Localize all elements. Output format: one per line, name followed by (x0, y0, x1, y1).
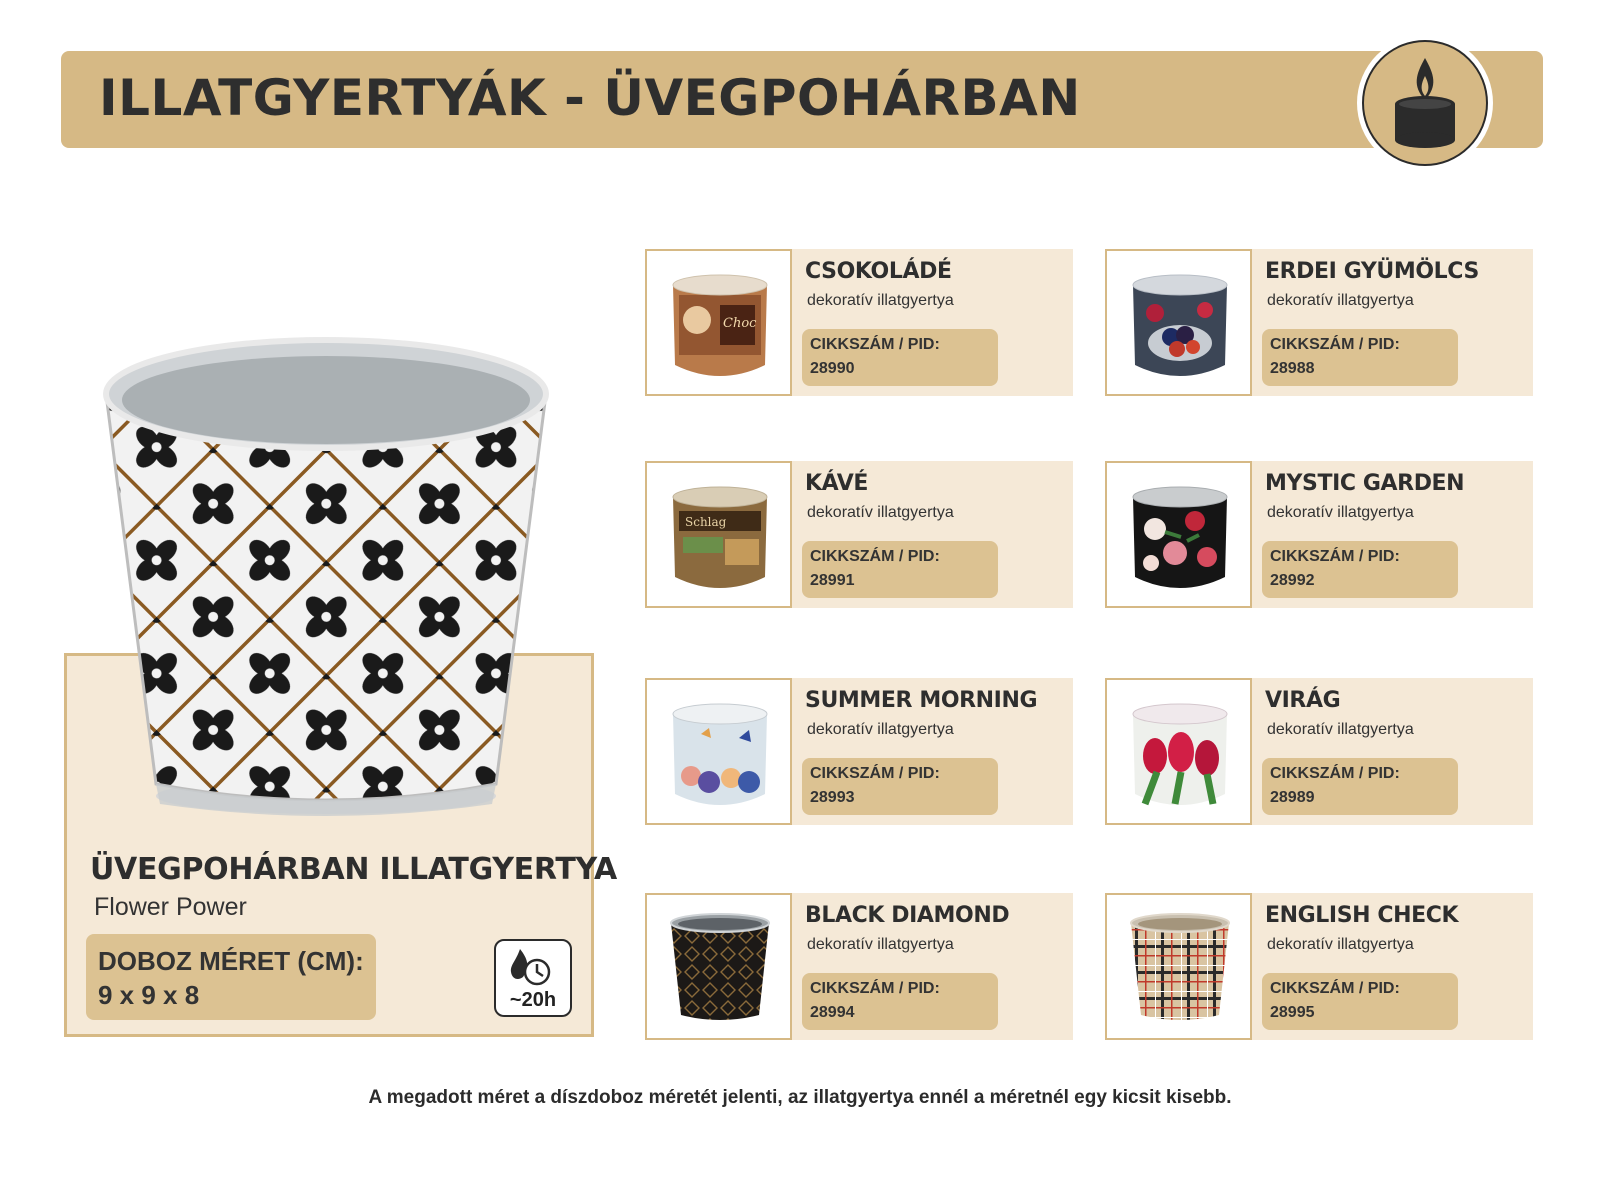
footnote: A megadott méret a díszdoboz méretét jelenti, az illatgyertya ennél a méretnél egy kicsit kisebb. (368, 1087, 1232, 1108)
pid-box (1262, 973, 1458, 1030)
pid-value: 28989 (1270, 789, 1315, 806)
product-name: ERDEI GYÜMÖLCS (1265, 259, 1479, 284)
pid-value: 28990 (810, 360, 855, 377)
product-name: ENGLISH CHECK (1265, 903, 1459, 928)
product-image (645, 893, 792, 1040)
flame-clock-icon (496, 941, 569, 991)
pid-box (802, 541, 998, 598)
pid-box (802, 758, 998, 815)
product-description: dekoratív illatgyertya (1267, 936, 1414, 953)
pid-label: CIKKSZÁM / PID: (1270, 336, 1400, 353)
product-image (1105, 249, 1252, 396)
product-description: dekoratív illatgyertya (807, 936, 954, 953)
pid-value: 28994 (810, 1004, 855, 1021)
dimensions-value: 9 x 9 x 8 (98, 980, 200, 1010)
product-card-summer-morning[interactable] (645, 678, 1073, 825)
svg-text:Choc: Choc (723, 316, 757, 331)
product-image (645, 461, 792, 608)
product-name: MYSTIC GARDEN (1265, 471, 1465, 496)
product-name: SUMMER MORNING (805, 688, 1038, 713)
product-card-mystic-garden[interactable] (1105, 461, 1533, 608)
product-description: dekoratív illatgyertya (1267, 504, 1414, 521)
pid-value: 28988 (1270, 360, 1315, 377)
product-name: CSOKOLÁDÉ (805, 259, 952, 284)
dimensions-box (86, 934, 376, 1020)
product-name: VIRÁG (1265, 688, 1341, 713)
pid-box (1262, 329, 1458, 386)
pid-value: 28993 (810, 789, 855, 806)
pid-label: CIKKSZÁM / PID: (810, 336, 940, 353)
pid-box (1262, 758, 1458, 815)
burn-time-badge (494, 939, 572, 1017)
pid-value: 28991 (810, 572, 855, 589)
product-image (1105, 893, 1252, 1040)
product-card-chocolate[interactable] (645, 249, 1073, 396)
pid-label: CIKKSZÁM / PID: (810, 980, 940, 997)
header-bar (61, 51, 1543, 148)
product-card-coffee[interactable] (645, 461, 1073, 608)
product-card-flower[interactable] (1105, 678, 1533, 825)
pid-label: CIKKSZÁM / PID: (1270, 548, 1400, 565)
product-description: dekoratív illatgyertya (807, 292, 954, 309)
pid-label: CIKKSZÁM / PID: (810, 765, 940, 782)
pid-value: 28992 (1270, 572, 1315, 589)
product-name: KÁVÉ (805, 471, 869, 496)
candle-icon (1362, 40, 1488, 166)
product-image (1105, 678, 1252, 825)
product-description: dekoratív illatgyertya (807, 504, 954, 521)
pid-box (1262, 541, 1458, 598)
pid-value: 28995 (1270, 1004, 1315, 1021)
product-card-english-check[interactable] (1105, 893, 1533, 1040)
feature-title: ÜVEGPOHÁRBAN ILLATGYERTYA (90, 852, 617, 887)
pid-label: CIKKSZÁM / PID: (1270, 980, 1400, 997)
svg-text:Schlag: Schlag (685, 515, 727, 529)
pid-label: CIKKSZÁM / PID: (810, 548, 940, 565)
product-card-black-diamond[interactable] (645, 893, 1073, 1040)
candle-badge (1357, 35, 1493, 171)
product-card-forest-fruit[interactable] (1105, 249, 1533, 396)
pid-label: CIKKSZÁM / PID: (1270, 765, 1400, 782)
product-description: dekoratív illatgyertya (1267, 721, 1414, 738)
product-image (1105, 461, 1252, 608)
feature-subtitle: Flower Power (94, 893, 247, 921)
product-image (645, 249, 792, 396)
product-name: BLACK DIAMOND (805, 903, 1010, 928)
product-image (645, 678, 792, 825)
page-title: ILLATGYERTYÁK - ÜVEGPOHÁRBAN (99, 69, 1081, 127)
pid-box (802, 329, 998, 386)
pid-box (802, 973, 998, 1030)
burn-time-value: ~20h (509, 989, 557, 1011)
feature-candle-image (100, 334, 552, 816)
dimensions-label: DOBOZ MÉRET (CM): (98, 946, 364, 976)
product-description: dekoratív illatgyertya (807, 721, 954, 738)
product-description: dekoratív illatgyertya (1267, 292, 1414, 309)
